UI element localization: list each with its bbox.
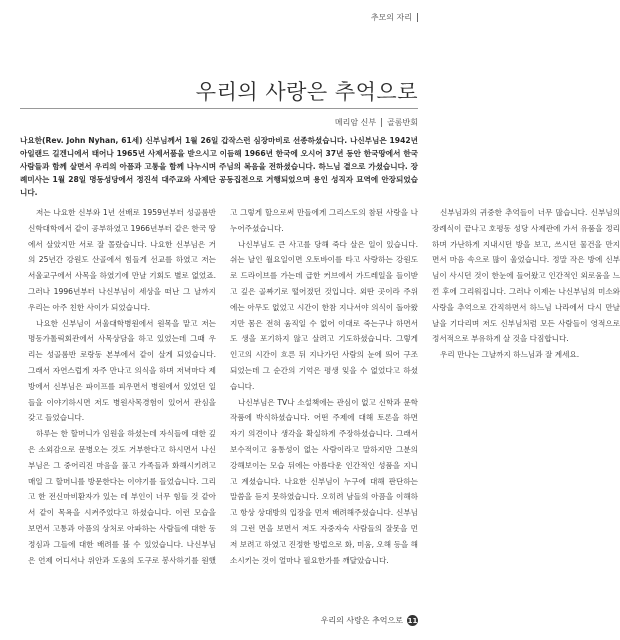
body-paragraph: 우리 만나는 그날까지 하느님과 잘 계세요. — [440, 350, 580, 360]
section-header — [371, 12, 418, 23]
section-label: 추모의 자리 — [370, 13, 412, 22]
article-body — [28, 205, 620, 590]
author-name: 메리암 신부 — [334, 118, 377, 127]
byline — [335, 117, 418, 128]
body-paragraph: 신부님과의 귀중한 추억들이 너무 많습니다. 신부님의 장례식이 끝나고 호평동 성당 사제관에 가서 유품을 정리하며 가난하게 지내시던 방을 보고, 쓰시던 물건을 만지면서 마음 속으로 많이 울었습니다. 정말 작은 방에 신부님이 사시던 것이 한눈에 들어왔고 인간적인 외로움을 느낀 후에 그리워집니다. 그러나 이제는 나신부님의 미소와 사랑을 추억으로 간직하면서 하느님 나라에서 다시 만날 날을 기다리며 저도 신부님처럼 모든 사람들이 영적으로 정서적으로 부유하게 살 것을 다짐합니다. — [432, 208, 620, 344]
byline-tag: 골롬반회 — [387, 118, 418, 127]
article-title: 우리의 사랑은 추억으로 — [195, 80, 418, 104]
header-divider — [417, 13, 418, 22]
byline-divider — [381, 118, 382, 127]
body-paragraph: 나신부님도 큰 사고를 당해 죽다 살은 일이 있습니다. 쉬는 날인 월요일이면 오토바이를 타고 사랑하는 강원도로 드라이브를 가는데 급한 커브에서 가드레일을 들이받고 깊은 골짜기로 떨어졌던 것입니다. 외딴 곳이라 주위에는 아무도 없었고 시간이 한참 지나서야 의식이 돌아왔지만 몸은 전혀 움직일 수 없어 이대로 죽는구나 하면서도 생을 포기하지 않고 살려고 기도하셨습니다. 그렇게 인고의 시간이 흐른 뒤 지나가던 사람의 눈에 띄어 구조되었는데 그 순간의 기억은 평생 잊을 수 없었다고 하셨습니다. — [230, 239, 418, 391]
lead-paragraph: 나요한(Rev. John Nyhan, 61세) 신부님께서 1월 26일 갑작스런 심장마비로 선종하셨습니다. 나신부님은 1942년 아일랜드 길겐니에서 태어나 1965년 사제서품을 받으시고 이듬해 1966년 한국에 오시어 37년 동안 한국땅에서 한국사람들과 함께 살면서 우리의 아픔과 고통을 함께 나누시며 주님의 복음을 전하셨습니다. 하느님 곁으로 가셨습니다. 장례미사는 1월 28일 명동성당에서 정진석 대주교와 사제단 공동집전으로 거행되었으며 용인 성직자 묘역에 안장되었습니다. — [20, 136, 418, 197]
page-number: 11 — [407, 616, 418, 625]
body-paragraph: 저는 나요한 신부와 1년 선배로 1959년부터 성골롬반 신학대학에서 같이 공부하였고 1966년부터 같은 한국 땅에서 살았지만 서로 잘 몰랐습니다. 나요한 신부님은 거의 25년간 강원도 산골에서 힘들게 선교를 하였고 저는 서울교구에서 사목을 하였기에 만날 기회도 별로 없었죠. 그러나 1996년부터 나신부님이 세상을 떠난 그 날까지 우리는 아주 친한 사이가 되었습니다. — [28, 208, 216, 312]
body-paragraph: 나신부님은 TV나 소설책에는 관심이 없고 신학과 문학 작품에 박식하셨습니다. 어떤 주제에 대해 토론을 하면 자기 의견이나 생각을 확실하게 주장하셨습니다. 그래서 보수적이고 융통성이 없는 사람이라고 말하지만 그분의 강해보이는 모습 뒤에는 아름다운 인간적인 성품을 지니고 계셨습니다. 나요한 신부님이 누구에 대해 판단하는 말씀을 듣지 못하였습니다. 오히려 남들의 아픔을 이해하고 항상 상대방의 입장을 먼저 배려해주셨습니다. 신부님의 그런 면을 보면서 저도 자중자숙 사람들의 잘못을 먼저 보려고 하였고 진정한 방법으로 화, 미움, 오해 등을 해소시키는 것이 얼마나 필요한가를 깨달았습니다. — [230, 397, 418, 565]
running-title: 우리의 사랑은 추억으로 — [320, 616, 403, 625]
page-footer — [321, 615, 418, 626]
body-paragraph: 나요한 신부님이 서울대학병원에서 원목을 맡고 저는 명동가톨릭회관에서 사목상담을 하고 있었는데 그때 우리는 성골롬반 로랑동 본부에서 같이 살게 되었습니다. 그래서 자연스럽게 자주 만나고 의식을 하며 저녁마다 제 방에서 신부님은 파이프를 피우면서 병원에서 있었던 일들을 이야기하시면 저도 병원사목경험이 있어서 관심을 갖고 들었습니다. — [28, 318, 216, 423]
body-paragraph: 하루는 한 할머니가 임원을 하셨는데 자식들에 대한 깊은 소외감으로 문병오는 것도 거부한다고 하시면서 나신부님은 그 중어리진 마음을 풀고 가족들과 화해시키려고 매일 그 할머니를 방문한다는 이야기를 들었습니다. 그리고 한 전신마비환자가 있는 데 부인이 너무 힘들 것 같아서 같이 목욕을 시켜주었다고 하셨습니다. 이런 모습을 보면서 고통과 아픔의 상처로 아파하는 사람들에 대한 동정심과 그들에 대한 배려를 볼 수 있었습니다. 나신부님은 언제 어디서나 위안과 도움의 도구로 봉사하기를 원했고 그렇게 할으로써 만들에게 그리스도의 참된 사랑을 나누어주셨습니다. — [28, 208, 418, 565]
title-rule — [20, 108, 418, 109]
